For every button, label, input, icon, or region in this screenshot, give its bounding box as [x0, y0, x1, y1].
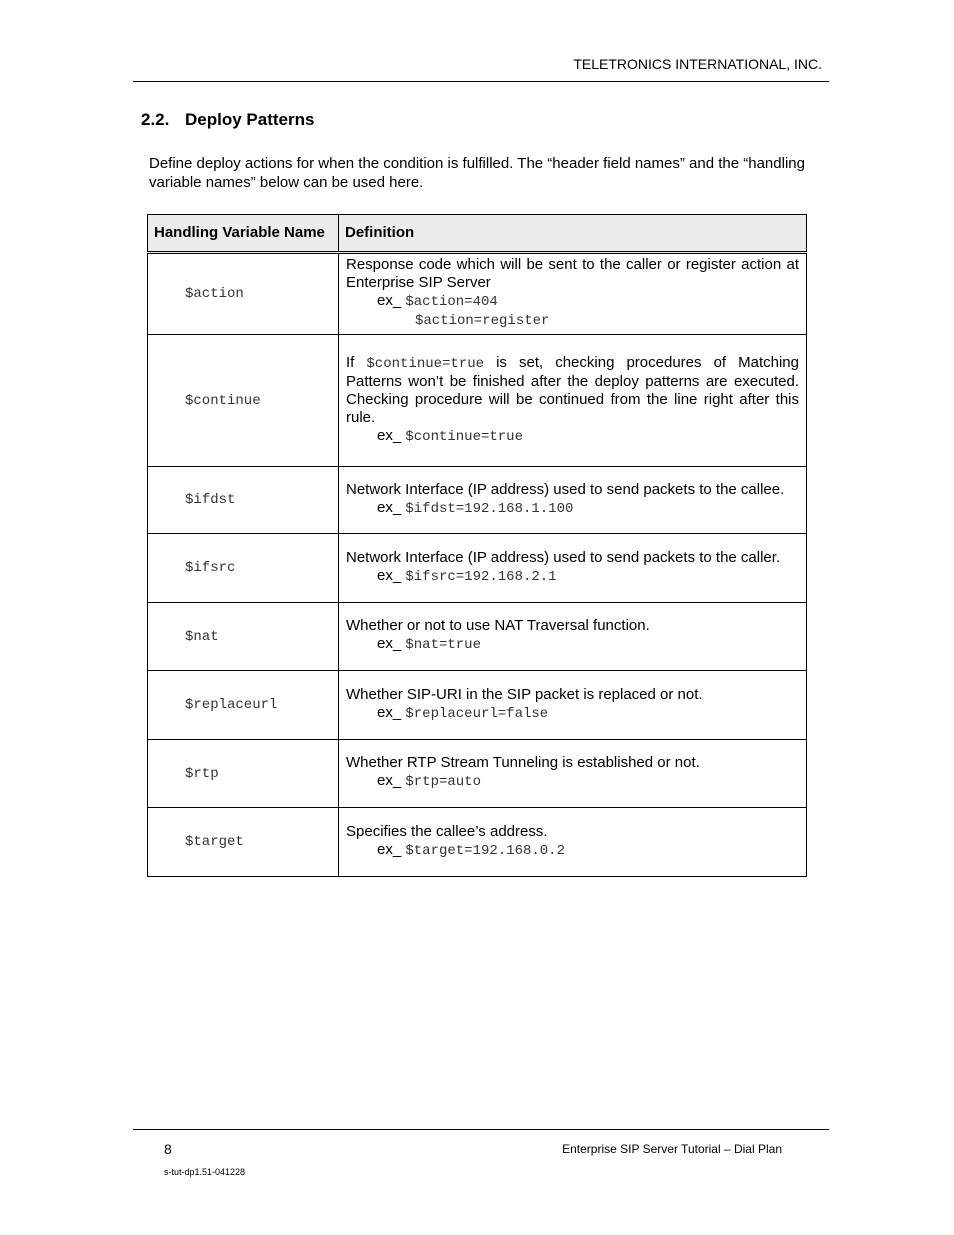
example-prefix: ex_	[377, 566, 406, 584]
example-prefix: ex_	[377, 292, 406, 309]
definition-text: Specifies the callee’s address.	[346, 822, 548, 840]
example-line	[346, 772, 799, 791]
example-code: $continue=true	[405, 428, 523, 445]
example-code: $ifdst=192.168.1.100	[405, 500, 574, 517]
variable-name: $replaceurl	[148, 671, 339, 740]
table-row	[148, 467, 807, 534]
column-header-name: Handling Variable Name	[148, 215, 339, 253]
table-header-row	[148, 215, 807, 253]
variable-name: $target	[148, 808, 339, 877]
table-row	[148, 808, 807, 877]
table-row	[148, 740, 807, 808]
table-row	[148, 253, 807, 335]
table-row	[148, 603, 807, 671]
definition-text: Whether SIP-URI in the SIP packet is replaced or not.	[346, 685, 703, 703]
example-code: $action=404	[405, 294, 498, 310]
definition-text: Whether RTP Stream Tunneling is established or not.	[346, 754, 700, 771]
example-prefix: ex_	[377, 426, 406, 444]
example-code: $replaceurl=false	[405, 705, 549, 722]
definition-text-post: is set, checking procedures of Matching Patterns won’t be finished after the deploy patterns are executed. Checking procedure will be continued from the line right after this rule.	[346, 353, 799, 426]
variable-definition	[339, 740, 807, 808]
document-code: s-tut-dp1.51-041228	[164, 1167, 246, 1177]
example-prefix: ex_	[377, 498, 406, 516]
footer-title: Enterprise SIP Server Tutorial – Dial Plan	[562, 1142, 782, 1156]
variable-name: $nat	[148, 603, 339, 671]
page-header: TELETRONICS INTERNATIONAL, INC.	[573, 56, 822, 72]
variable-definition	[339, 534, 807, 603]
definition-inline-code: $continue=true	[366, 355, 485, 372]
example-line	[346, 704, 799, 723]
page-number: 8	[164, 1141, 172, 1157]
variable-definition	[339, 467, 807, 534]
variable-definition	[339, 671, 807, 740]
example-line	[346, 567, 799, 586]
section-title	[141, 110, 314, 130]
table-row	[148, 671, 807, 740]
example-prefix: ex_	[377, 703, 406, 721]
variable-definition	[339, 335, 807, 467]
definition-text	[346, 354, 799, 427]
definition-text: Response code which will be sent to the caller or register action at Enterprise SIP Server	[346, 256, 799, 291]
intro-paragraph: Define deploy actions for when the condition is fulfilled. The “header field names” and the “handling variable names” below can be used here.	[149, 155, 805, 191]
table-row	[148, 534, 807, 603]
variable-definition	[339, 808, 807, 877]
variable-name: $continue	[148, 335, 339, 467]
column-header-definition: Definition	[339, 215, 807, 253]
definition-text-pre: If	[346, 353, 367, 371]
example-code: $rtp=auto	[405, 774, 481, 790]
definition-text: Network Interface (IP address) used to send packets to the callee.	[346, 480, 785, 498]
example-prefix: ex_	[377, 635, 406, 652]
example-line	[346, 311, 799, 330]
example-prefix: ex_	[377, 772, 406, 789]
definition-text: Whether or not to use NAT Traversal function.	[346, 617, 650, 634]
variable-definition	[339, 603, 807, 671]
example-code: $nat=true	[405, 637, 481, 653]
section-heading: Deploy Patterns	[185, 110, 315, 129]
variables-table	[147, 214, 807, 877]
example-prefix: ex_	[377, 840, 406, 858]
variable-name: $ifdst	[148, 467, 339, 534]
example-code: $ifsrc=192.168.2.1	[405, 568, 557, 585]
variable-name: $ifsrc	[148, 534, 339, 603]
example-line	[346, 499, 799, 518]
table-row	[148, 335, 807, 467]
variable-name: $rtp	[148, 740, 339, 808]
definition-text: Network Interface (IP address) used to send packets to the caller.	[346, 548, 781, 566]
footer-rule	[133, 1129, 829, 1130]
example-code: $target=192.168.0.2	[405, 842, 565, 859]
header-rule	[133, 81, 829, 82]
variable-definition	[339, 253, 807, 335]
section-number: 2.2.	[141, 110, 170, 129]
example-code: $action=register	[415, 313, 550, 329]
example-line	[346, 841, 799, 860]
example-line	[346, 292, 799, 311]
example-line	[346, 635, 799, 654]
variable-name: $action	[148, 253, 339, 335]
example-line	[346, 427, 799, 446]
